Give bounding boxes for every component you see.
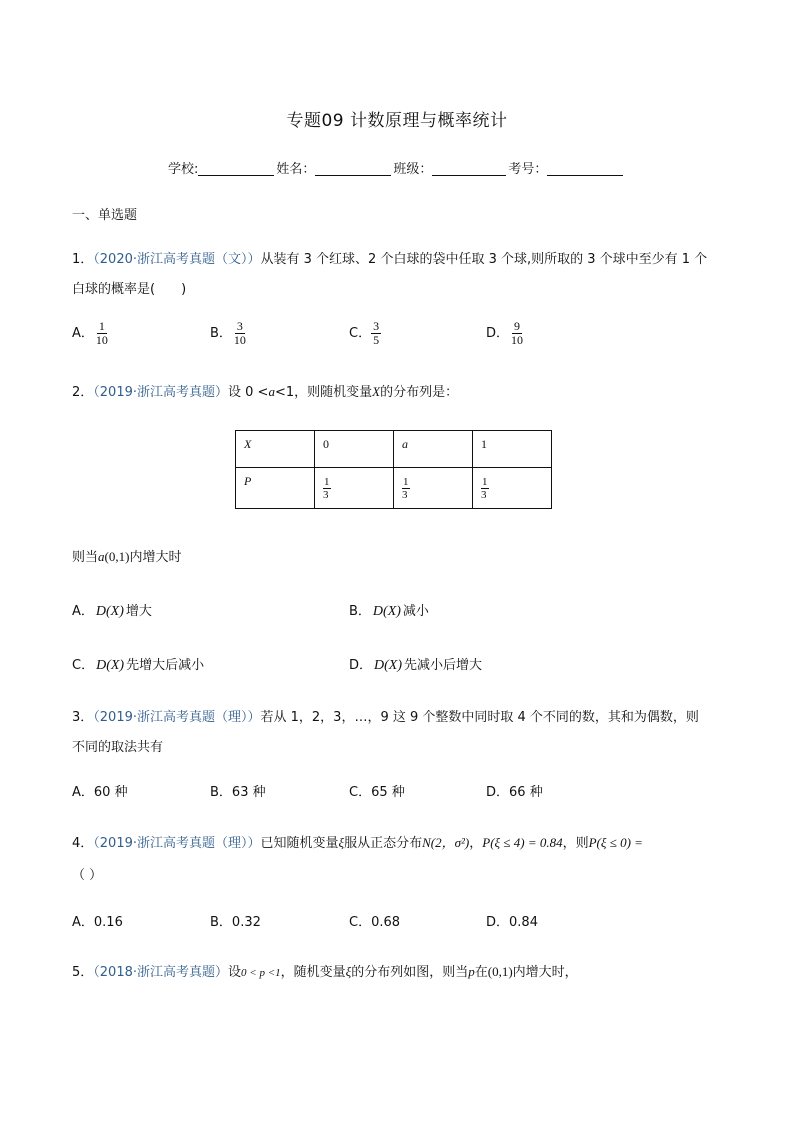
denominator: 10 [511, 333, 524, 347]
question-1-line-1 [72, 248, 707, 267]
q3-option-a[interactable] [72, 781, 128, 800]
exam-no-label: 考号： [508, 162, 548, 177]
q4-option-a[interactable] [72, 911, 123, 930]
q4-number: 4． [72, 836, 94, 851]
option-label: A． [72, 785, 94, 800]
fraction [402, 476, 410, 501]
q5-interval: (0,1) [487, 964, 513, 979]
numerator: 1 [324, 476, 330, 488]
q4-var-xi: ξ [338, 835, 345, 850]
numerator: 1 [403, 476, 409, 488]
school-label: 学校: [168, 162, 199, 177]
option-text: 减小 [402, 604, 429, 619]
q1-option-d[interactable] [486, 320, 525, 347]
option-text: 0.68 [371, 915, 401, 930]
q2-followup [72, 546, 181, 565]
q1-option-b[interactable] [210, 320, 248, 347]
option-label: B． [210, 915, 232, 930]
numerator: 3 [236, 319, 243, 333]
question-3-line-1 [72, 706, 699, 725]
q3-number: 3． [72, 710, 94, 725]
page-title: 专题09 计数原理与概率统计 [286, 111, 508, 131]
q2-option-b[interactable] [349, 600, 429, 620]
option-text: 先减小后增大 [404, 658, 483, 673]
option-label: D． [486, 915, 510, 930]
distribution-table [235, 430, 552, 509]
q5-condition: 0 < p <1 [241, 967, 281, 979]
q1-option-a[interactable] [72, 320, 110, 347]
q2-var-x: X [372, 384, 381, 399]
q2-followup-pre: 则当 [72, 550, 99, 565]
q4-option-b[interactable] [210, 911, 261, 930]
q3-source: （2019·浙江高考真题（理）） [93, 710, 261, 725]
q1-text-2: 白球的概率是( ) [72, 282, 187, 297]
q4-prob-2: P(ξ ≤ 0) = [588, 835, 643, 850]
option-label: C． [72, 658, 95, 673]
option-label: D． [486, 326, 510, 341]
q4-line-2: （ ） [72, 868, 103, 883]
table-cell: 0 [315, 431, 394, 468]
q3-text-2: 不同的取法共有 [72, 740, 164, 755]
name-label: 姓名： [276, 162, 316, 177]
q2-number: 2． [72, 385, 94, 400]
q5-text-mid-3: 在 [474, 965, 488, 980]
option-text: 先增大后减小 [126, 658, 205, 673]
table-cell: 1 [473, 431, 552, 468]
q5-text-mid-2: 的分布列如图，则当 [351, 965, 469, 980]
q2-text-mid: <1，则随机变量 [274, 385, 373, 400]
option-label: A． [72, 604, 94, 619]
name-blank[interactable] [315, 161, 391, 176]
option-label: D． [486, 785, 510, 800]
table-row [236, 431, 552, 468]
q1-source: （2020·浙江高考真题（文）） [93, 252, 261, 267]
denominator: 10 [233, 333, 246, 347]
option-label: C． [349, 326, 372, 341]
option-label: A． [72, 326, 94, 341]
q5-text-post: 内增大时， [512, 965, 578, 980]
fraction [94, 320, 110, 347]
fraction [509, 320, 525, 347]
question-4-line-1: 4．（2019·浙江高考真题（理））已知随机变量ξ服从正态分布N(2，σ²)，P(ξ ≤ 4) = 0.84，则P(ξ ≤ 0) = [72, 835, 643, 851]
table-cell [394, 468, 473, 509]
option-text: 66 种 [509, 785, 543, 800]
q2-option-d[interactable] [349, 654, 482, 674]
q4-normal-expr: N(2，σ²) [422, 835, 470, 850]
table-cell: X [236, 431, 315, 468]
fraction [371, 320, 381, 347]
school-blank[interactable] [198, 161, 274, 176]
option-label: A． [72, 915, 94, 930]
option-expr: D(X) [374, 658, 403, 673]
question-5-line [72, 961, 578, 980]
denominator: 3 [481, 489, 487, 501]
table-cell: P [236, 468, 315, 509]
option-label: C． [349, 915, 372, 930]
table-cell: a [394, 431, 473, 468]
q5-var-xi: ξ [345, 964, 352, 979]
option-text: 0.84 [509, 915, 538, 930]
q3-option-d[interactable] [486, 781, 543, 800]
q4-text-pre: 已知随机变量 [260, 836, 339, 851]
q2-followup-var: a [98, 549, 105, 564]
q2-option-a[interactable] [72, 600, 152, 620]
q1-number: 1． [72, 252, 94, 267]
q3-option-c[interactable] [349, 781, 405, 800]
q4-text-then: ，则 [562, 836, 589, 851]
q1-option-c[interactable] [349, 320, 381, 347]
q2-source: （2019·浙江高考真题） [93, 385, 228, 400]
exam-no-blank[interactable] [547, 161, 623, 176]
option-text: 63 种 [231, 785, 266, 800]
q5-text-pre: 设 [228, 965, 242, 980]
table-cell [473, 468, 552, 509]
option-text: 0.32 [231, 915, 261, 930]
q5-text-mid: ，随机变量 [280, 965, 346, 980]
option-expr: D(X) [96, 658, 125, 673]
q2-text-pre: 设 0 < [228, 385, 269, 400]
option-text: 65 种 [371, 785, 405, 800]
q4-option-c[interactable] [349, 911, 400, 930]
option-text: 增大 [125, 604, 152, 619]
option-label: C． [349, 785, 372, 800]
q5-source: （2018·浙江高考真题） [93, 965, 228, 980]
table-cell [315, 468, 394, 509]
question-2-line [72, 381, 458, 400]
option-label: B． [210, 785, 232, 800]
q3-text-1: 若从 1，2，3，…，9 这 9 个整数中同时取 4 个不同的数，其和为偶数，则 [260, 710, 699, 725]
q2-var-a: a [268, 384, 275, 399]
option-expr: D(X) [95, 604, 124, 619]
q1-text-1: 从装有 3 个红球、2 个白球的袋中任取 3 个球,则所取的 3 个球中至少有 1 个 [260, 252, 708, 267]
numerator: 1 [98, 319, 105, 333]
option-expr: D(X) [372, 604, 401, 619]
option-text: 60 种 [93, 785, 128, 800]
q4-text-mid: 服从正态分布 [344, 836, 423, 851]
q3-option-b[interactable] [210, 781, 266, 800]
q4-option-d[interactable] [486, 911, 538, 930]
option-label: B． [349, 604, 371, 619]
option-label: B． [210, 326, 232, 341]
option-text: 0.16 [93, 915, 123, 930]
q2-followup-interval: (0,1) [104, 549, 130, 564]
option-label: D． [349, 658, 373, 673]
denominator: 3 [323, 489, 329, 501]
q5-number: 5． [72, 965, 94, 980]
class-blank[interactable] [432, 161, 506, 176]
q4-source: （2019·浙江高考真题（理）） [93, 836, 261, 851]
student-info-line [168, 158, 625, 177]
numerator: 3 [373, 319, 380, 333]
q2-text-post: 的分布列是： [380, 385, 459, 400]
section-heading: 一、单选题 [72, 208, 138, 223]
q5-var-p: p [468, 964, 475, 979]
q4-prob-1: P(ξ ≤ 4) = 0.84 [482, 835, 563, 850]
fraction [232, 320, 248, 347]
numerator: 1 [482, 476, 488, 488]
fraction [323, 476, 331, 501]
denominator: 3 [402, 489, 408, 501]
denominator: 5 [373, 333, 380, 347]
fraction [481, 476, 489, 501]
table-row [236, 468, 552, 509]
class-label: 班级： [393, 162, 433, 177]
q2-option-c[interactable] [72, 654, 204, 674]
denominator: 10 [95, 333, 108, 347]
numerator: 9 [514, 319, 521, 333]
q2-followup-post: 内增大时 [129, 550, 182, 565]
